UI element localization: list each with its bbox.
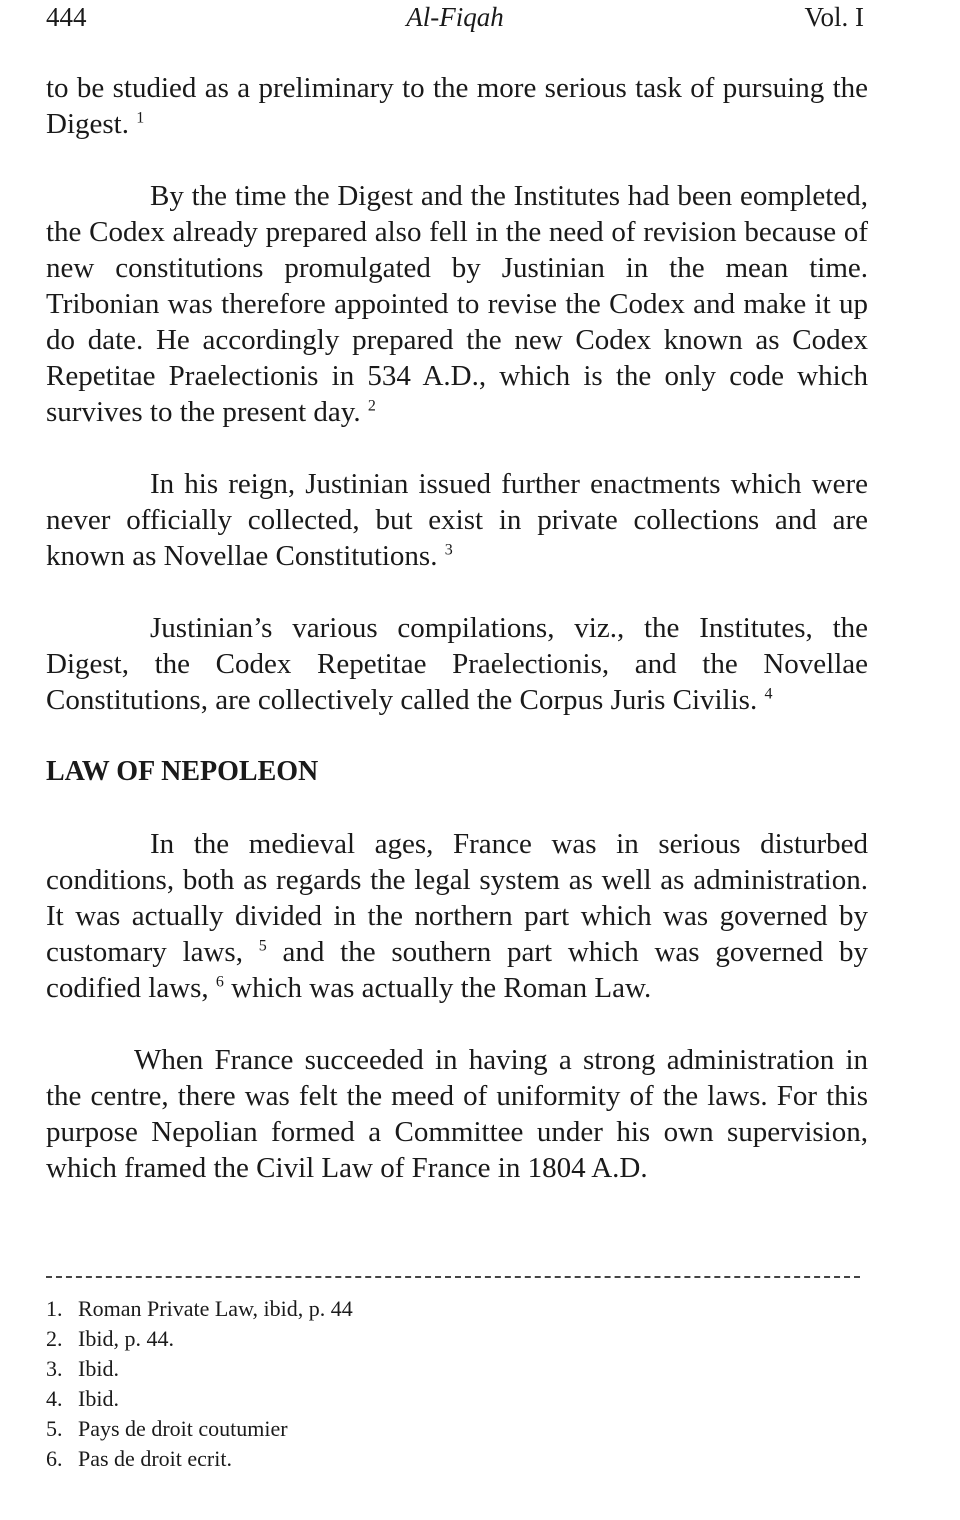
- footnote-item: [46, 1414, 846, 1444]
- paragraph-text: which was actually the Roman Law.: [231, 972, 652, 1004]
- footnote-text: Ibid, p. 44.: [78, 1326, 174, 1351]
- footnote-ref: 1: [136, 109, 145, 127]
- book-title: Al-Fiqah: [406, 2, 504, 32]
- footnote-number: 4.: [46, 1386, 63, 1411]
- footnotes: [46, 1294, 846, 1474]
- page-number: 444: [46, 2, 87, 32]
- footnote-number: 1.: [46, 1296, 63, 1321]
- footnote-ref: 4: [764, 685, 773, 703]
- footnote-number: 6.: [46, 1446, 63, 1471]
- footnote-number: 2.: [46, 1326, 63, 1351]
- footnote-item: [46, 1384, 846, 1414]
- footnote-text: Ibid.: [78, 1356, 119, 1381]
- paragraph: [46, 826, 868, 1006]
- paragraph-text: In his reign, Justinian issued further enactments which were never officially collected, but exist in private collections and are known as Novellae Constitutions.: [46, 468, 868, 572]
- running-header: [46, 0, 864, 40]
- paragraph-text: to be studied as a preliminary to the more serious task of pursuing the Digest.: [46, 72, 868, 140]
- paragraph-text: By the time the Digest and the Institutes had been eompleted, the Codex already prepared also fell in the need of revision because of new constitutions promulgated by Justinian in the mean time. Tribonian was therefore appointed to revise the Codex and make it up do date. He accordingly prepared the new Codex known as Codex Repetitae Praelectionis in 534 A.D., which is the only code which survives to the present day.: [46, 180, 868, 428]
- footnote-text: Pays de droit coutumier: [78, 1416, 288, 1441]
- footnote-ref: 2: [367, 397, 376, 415]
- footnote-ref: 3: [444, 541, 453, 559]
- footnote-item: [46, 1444, 846, 1474]
- paragraph: [46, 466, 868, 574]
- footnote-ref: 5: [258, 937, 267, 955]
- paragraph: [46, 70, 868, 142]
- paragraph-text: Justinian’s various compilations, viz., the Institutes, the Digest, the Codex Repetitae Praelectionis, and the Novellae Constitutions, are collectively called the Corpus Juris Civilis.: [46, 612, 868, 716]
- footnote-text: Ibid.: [78, 1386, 119, 1411]
- paragraph: [46, 1042, 868, 1186]
- footnote-number: 3.: [46, 1356, 63, 1381]
- paragraph-text: and the southern part which was governed by codified laws,: [46, 936, 868, 1004]
- footnote-item: [46, 1294, 846, 1324]
- main-text: [46, 70, 868, 1186]
- footnote-item: [46, 1324, 846, 1354]
- footnote-separator: [46, 1276, 860, 1278]
- paragraph: [46, 178, 868, 430]
- section-heading: LAW OF NEPOLEON: [46, 756, 319, 787]
- footnote-item: [46, 1354, 846, 1384]
- paragraph: [46, 610, 868, 718]
- paragraph-text: In the medieval ages, France was in serious disturbed conditions, both as regards the legal system as well as administration. It was actually divided in the northern part which was governed by customary laws,: [46, 828, 868, 968]
- paragraph-text: When France succeeded in having a strong administration in the centre, there was felt the meed of uniformity of the laws. For this purpose Nepolian formed a Committee under his own supervision, which framed the Civil Law of France in 1804 A.D.: [46, 1044, 868, 1184]
- footnote-text: Pas de droit ecrit.: [78, 1446, 232, 1471]
- footnote-number: 5.: [46, 1416, 63, 1441]
- footnote-ref: 6: [215, 973, 224, 991]
- volume-label: Vol. I: [804, 2, 864, 32]
- footnote-text: Roman Private Law, ibid, p. 44: [78, 1296, 353, 1321]
